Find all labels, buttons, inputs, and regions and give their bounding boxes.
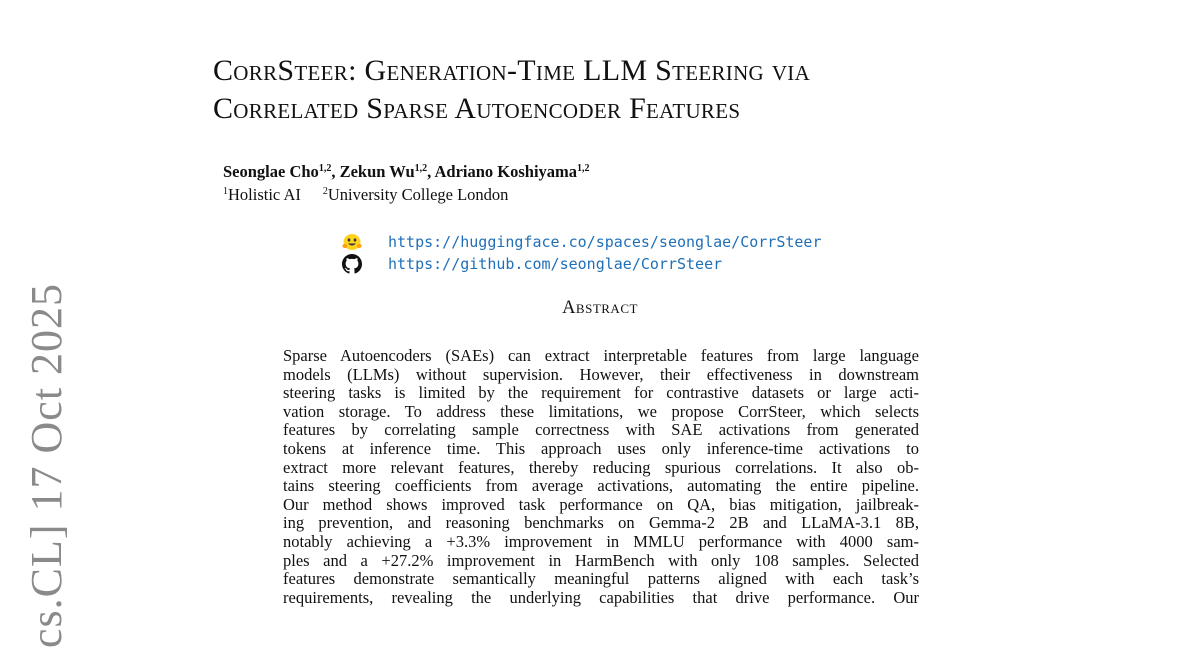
- author-separator: ,: [331, 162, 340, 181]
- author-affiliation-marker: 1,2: [577, 163, 590, 174]
- abstract-line: extract more relevant features, thereby reducing spurious correlations. It also ob-: [283, 457, 919, 477]
- author-list: [223, 162, 590, 182]
- abstract-heading: Abstract: [562, 298, 638, 318]
- author-separator: ,: [427, 162, 435, 181]
- author-name: Adriano Koshiyama: [434, 162, 578, 181]
- abstract-line: Sparse Autoencoders (SAEs) can extract interpretable features from large language: [283, 346, 919, 365]
- abstract-line: features by correlating sample correctness with SAE activations from generated: [283, 420, 919, 440]
- abstract-line: Our method shows improved task performance on QA, bias mitigation, jailbreak-: [283, 494, 919, 514]
- github-icon: [342, 254, 366, 274]
- author-affiliation-marker: 1,2: [318, 163, 332, 174]
- abstract-line: notably achieving a +3.3% improvement in MMLU performance with 4000 sam-: [283, 531, 919, 551]
- abstract-line: vation storage. To address these limitations, we propose CorrSteer, which selects: [283, 401, 919, 421]
- link-row: [342, 253, 821, 275]
- abstract-line: models (LLMs) without supervision. However, their effectiveness in downstream: [283, 364, 919, 384]
- abstract-line: tains steering coefficients from average activations, automating the entire pipeline.: [283, 476, 919, 496]
- author-name: Seonglae Cho: [223, 162, 319, 181]
- author-name: Zekun Wu: [339, 162, 415, 181]
- github-link[interactable]: https://github.com/seonglae/CorrSteer: [388, 255, 723, 273]
- affiliation-name: Holistic AI: [228, 185, 301, 204]
- affiliation-name: University College London: [327, 185, 509, 204]
- abstract-line: steering tasks is limited by the requirement for contrastive datasets or large acti-: [283, 383, 919, 403]
- affiliation-marker: 1: [223, 186, 228, 197]
- huggingface-link[interactable]: https://huggingface.co/spaces/seonglae/CorrSteer: [388, 233, 822, 251]
- arxiv-stamp: cs.CL] 17 Oct 2025: [22, 282, 71, 648]
- abstract-line: tokens at inference time. This approach uses only inference-time activations to: [283, 438, 919, 458]
- author-affiliation-marker: 1,2: [414, 163, 428, 174]
- abstract-line: features demonstrate semantically meaningful patterns aligned with each task’s: [283, 569, 919, 589]
- abstract-line: ing prevention, and reasoning benchmarks on Gemma-2 2B and LLaMA-3.1 8B,: [283, 513, 919, 533]
- resource-links: [342, 231, 821, 275]
- affiliation-list: [223, 185, 508, 205]
- abstract-line: requirements, revealing the underlying capabilities that drive performance. Our: [283, 587, 919, 607]
- paper-title: [213, 52, 1073, 128]
- title-line: Correlated Sparse Autoencoder Features: [213, 92, 741, 125]
- title-line: CorrSteer: Generation-Time LLM Steering via: [213, 54, 811, 87]
- abstract-line: ples and a +27.2% improvement in HarmBench with only 108 samples. Selected: [283, 550, 919, 570]
- link-row: [342, 231, 821, 253]
- huggingface-icon: [342, 232, 366, 252]
- abstract-body: [283, 347, 919, 607]
- affiliation-marker: 2: [322, 186, 328, 197]
